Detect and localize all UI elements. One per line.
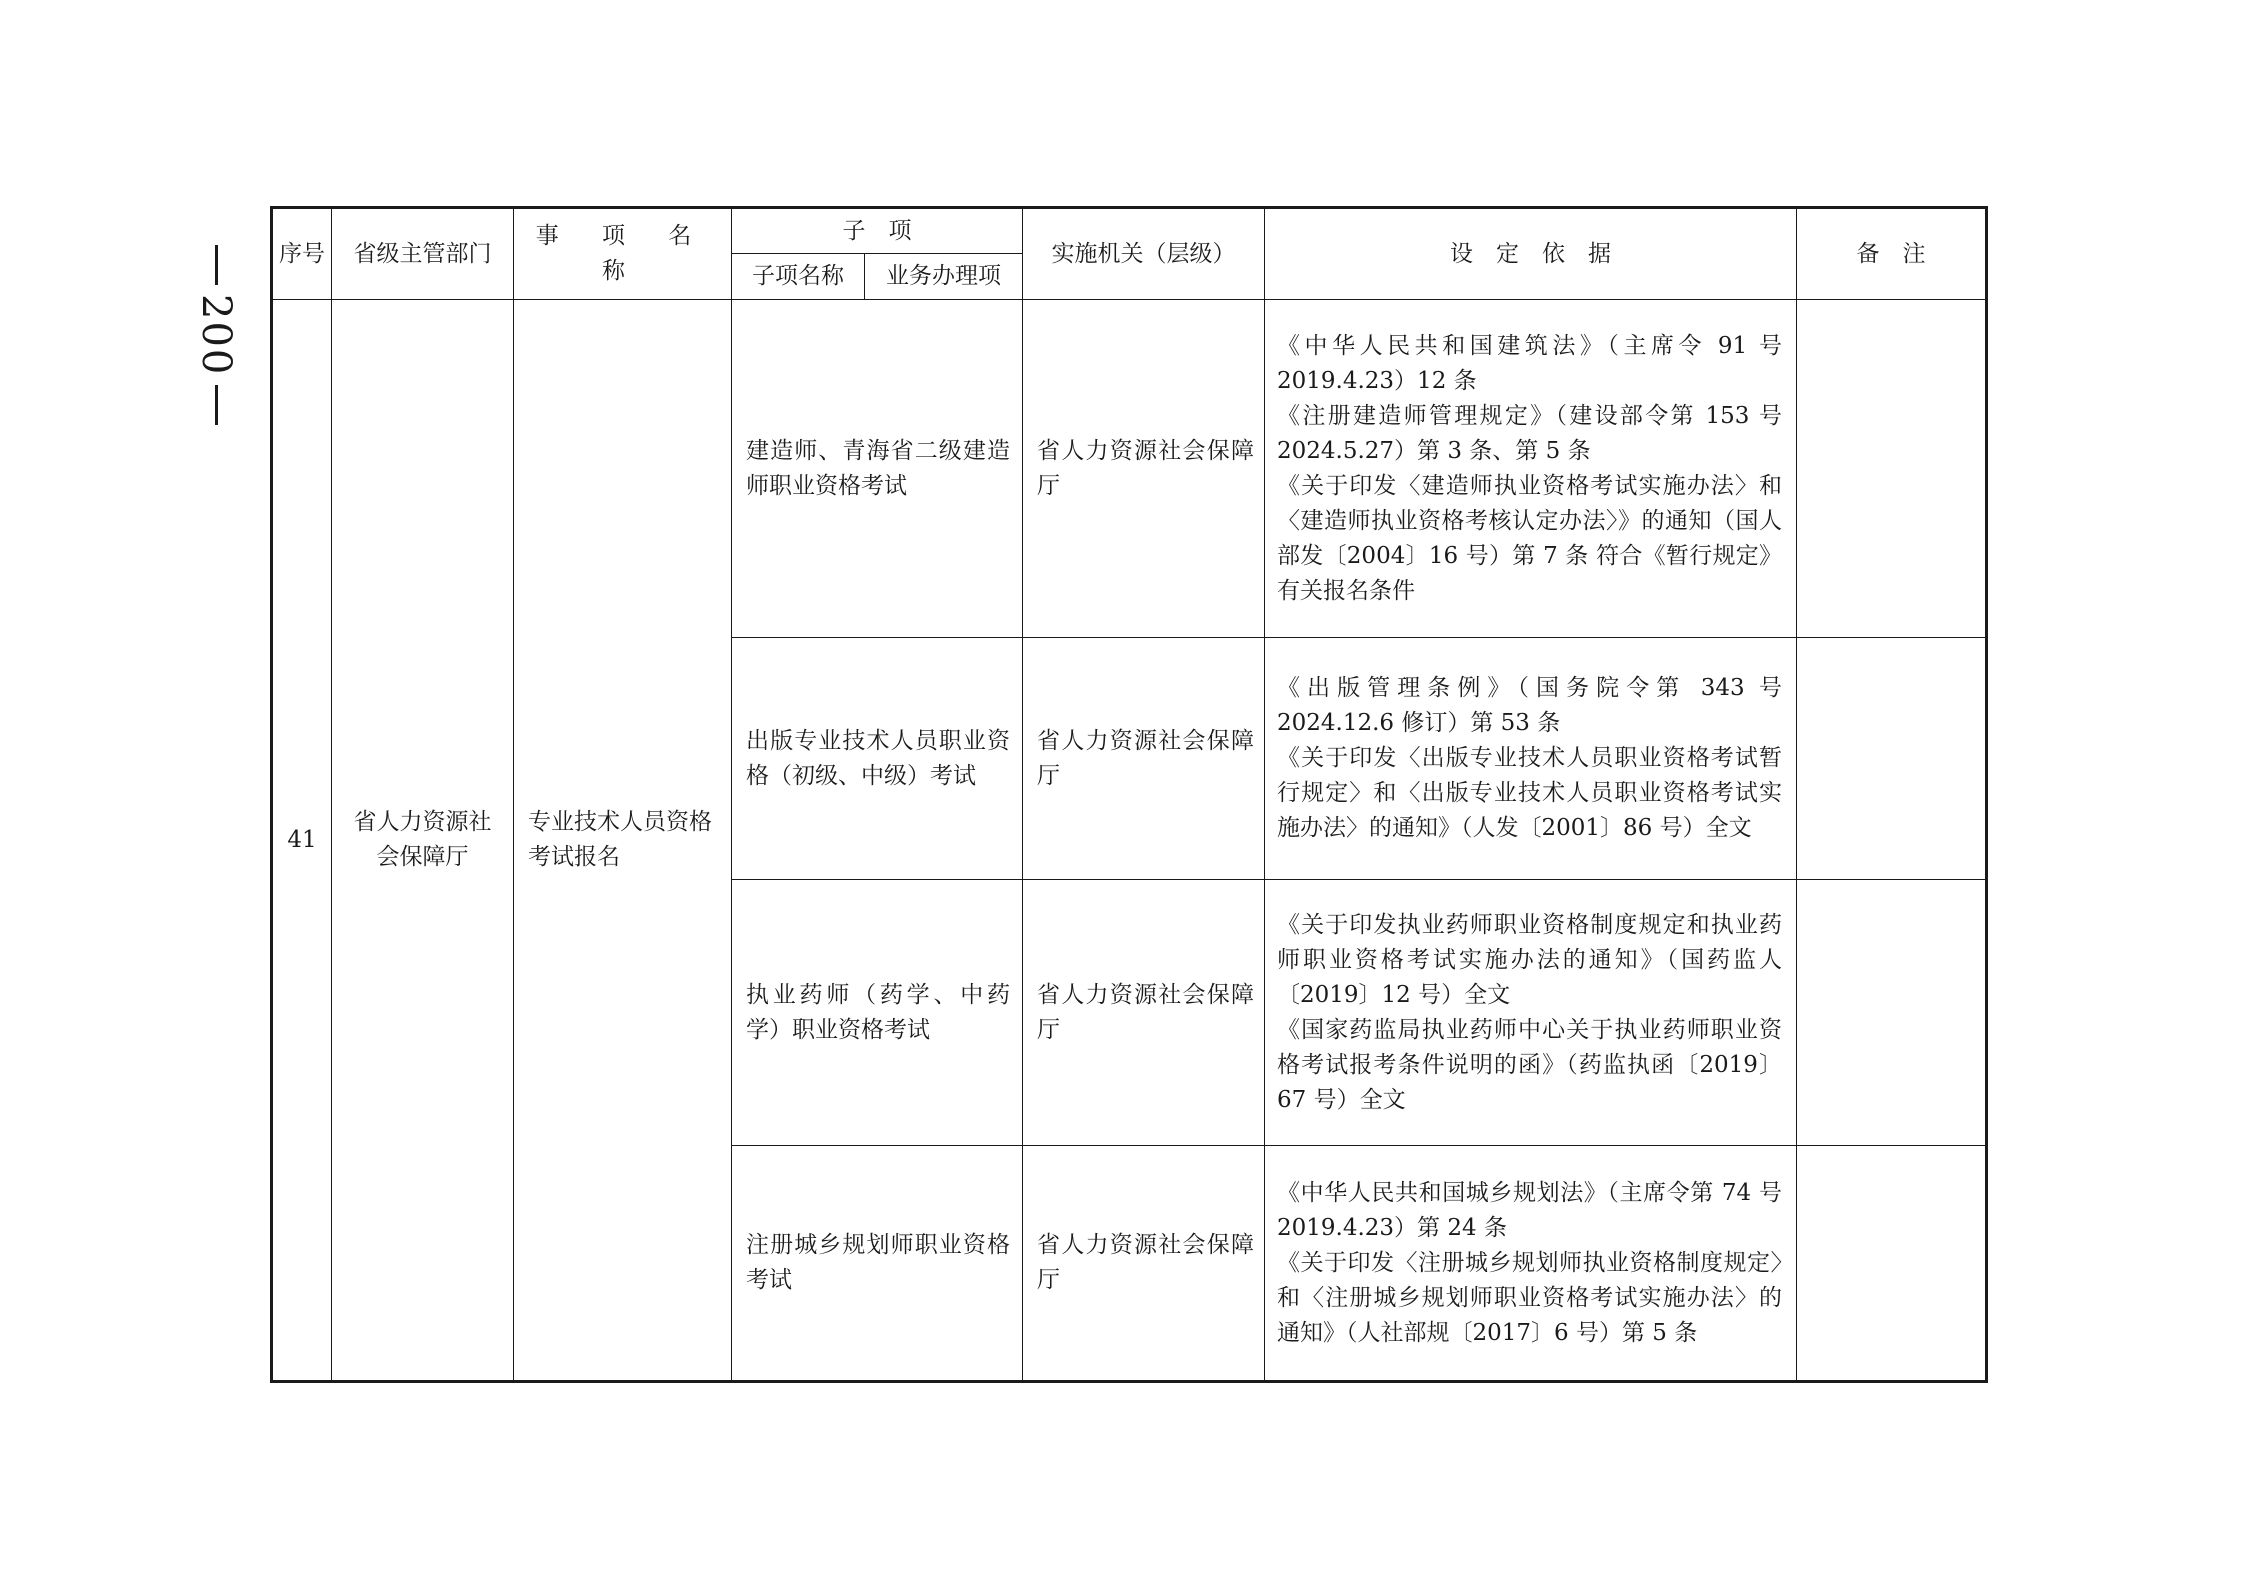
sub-item-note (1797, 1146, 1987, 1382)
header-seq: 序号 (272, 208, 332, 300)
sub-item-basis: 《中华人民共和国建筑法》（主席令 91 号 2019.4.23）12 条 《注册建造师管理规定》（建设部令第 153 号 2024.5.27）第 3 条、第 5 条 《关于印发〈建造师执业资格考试实施办法〉和〈建造师执业资格考核认定办法〉》的通知（国人部发〔2004〕16 号）第 7 条 符合《暂行规定》有关报名条件 (1265, 300, 1797, 638)
row-item-name: 专业技术人员资格考试报名 (514, 300, 732, 1382)
row-dept: 省人力资源社会保障厅 (332, 300, 514, 1382)
sub-item-agency: 省人力资源社会保障厅 (1023, 1146, 1265, 1382)
sub-item-basis: 《出版管理条例》（国务院令第 343 号 2024.12.6 修订）第 53 条 《关于印发〈出版专业技术人员职业资格考试暂行规定〉和〈出版专业技术人员职业资格考试实施办法〉的通知》（人发〔2001〕86 号）全文 (1265, 638, 1797, 880)
page-number-dash-bottom (215, 385, 218, 425)
page-number-text: 200 (193, 293, 239, 377)
header-basis: 设 定 依 据 (1265, 208, 1797, 300)
sub-item-basis: 《关于印发执业药师职业资格制度规定和执业药师职业资格考试实施办法的通知》（国药监人〔2019〕12 号）全文 《国家药监局执业药师中心关于执业药师职业资格考试报考条件说明的函》（药监执函〔2019〕67 号）全文 (1265, 880, 1797, 1146)
header-sub-item-name: 子项名称 (732, 254, 865, 300)
sub-item-name: 执业药师（药学、中药学）职业资格考试 (732, 880, 1023, 1146)
sub-item-note (1797, 300, 1987, 638)
sub-item-name: 出版专业技术人员职业资格（初级、中级）考试 (732, 638, 1023, 880)
header-item-name: 事 项 名 称 (514, 208, 732, 300)
header-business-item: 业务办理项 (865, 254, 1023, 300)
permit-table (270, 206, 1988, 1383)
sub-item-note (1797, 880, 1987, 1146)
page-number-dash-top (215, 245, 218, 285)
header-note: 备 注 (1797, 208, 1987, 300)
sub-item-note (1797, 638, 1987, 880)
sub-item-name: 注册城乡规划师职业资格考试 (732, 1146, 1023, 1382)
sub-item-agency: 省人力资源社会保障厅 (1023, 880, 1265, 1146)
sub-item-name: 建造师、青海省二级建造师职业资格考试 (732, 300, 1023, 638)
row-seq: 41 (272, 300, 332, 1382)
sub-item-basis: 《中华人民共和国城乡规划法》（主席令第 74 号 2019.4.23）第 24 条 《关于印发〈注册城乡规划师执业资格制度规定〉和〈注册城乡规划师职业资格考试实施办法〉的通知》（人社部规〔2017〕6 号）第 5 条 (1265, 1146, 1797, 1382)
table-row (272, 300, 1987, 638)
header-agency: 实施机关（层级） (1023, 208, 1265, 300)
sub-item-agency: 省人力资源社会保障厅 (1023, 300, 1265, 638)
header-row-1 (272, 208, 1987, 254)
header-dept: 省级主管部门 (332, 208, 514, 300)
sub-item-agency: 省人力资源社会保障厅 (1023, 638, 1265, 880)
page-number (186, 245, 246, 425)
header-sub-item: 子 项 (732, 208, 1023, 254)
